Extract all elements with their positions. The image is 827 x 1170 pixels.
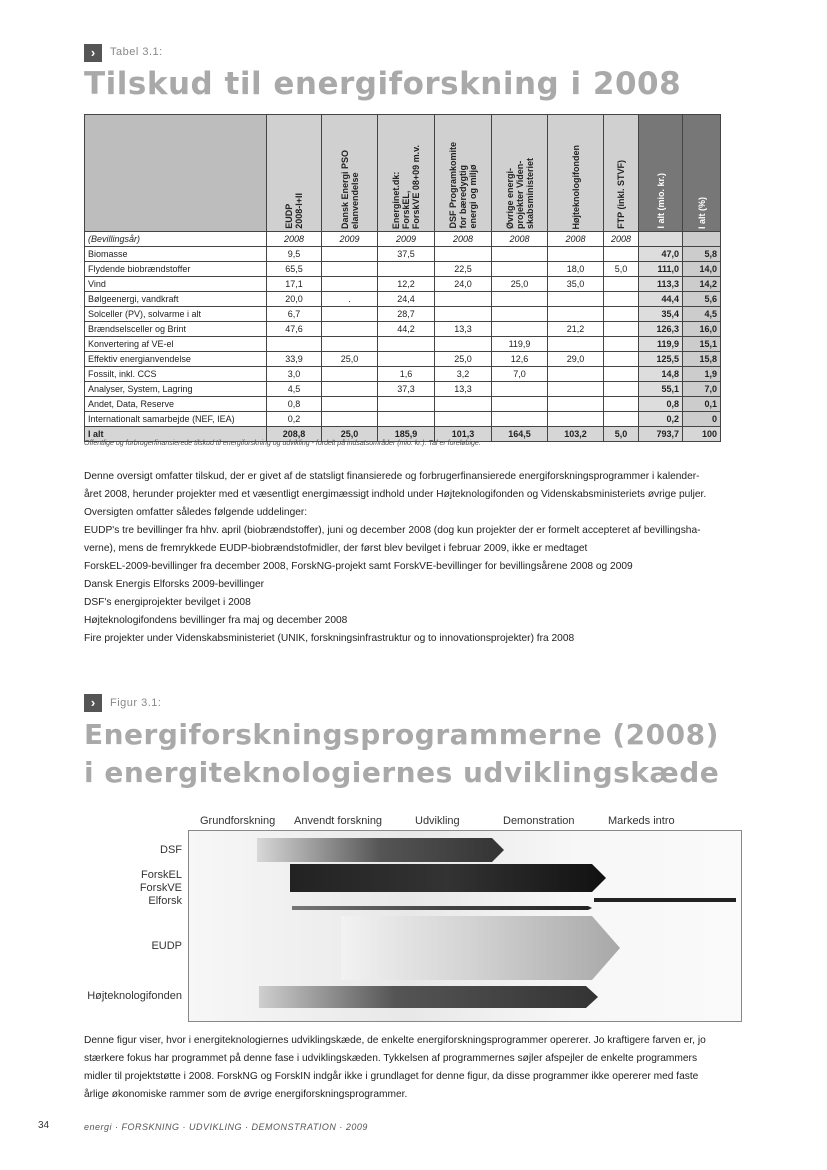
table-cell: 25,0 [435, 352, 492, 367]
arrow-dsf [257, 838, 504, 862]
table-cell: 100 [683, 427, 721, 442]
program-arrows [188, 830, 742, 1022]
paragraph-line: Denne figur viser, hvor i energiteknologiernes udviklingskæde, de enkelte energiforskningsprogrammer opererer. Jo kraftigere farven er, jo [84, 1035, 706, 1046]
column-header: Dansk Energi PSO elanvendelse [322, 115, 378, 232]
table-cell [492, 322, 548, 337]
table-cell: 25,0 [322, 427, 378, 442]
table-cell [322, 382, 378, 397]
phase-grundforskning: Grundforskning [200, 815, 276, 827]
table-cell: 29,0 [548, 352, 604, 367]
page-number: 34 [38, 1120, 50, 1131]
year-cell: 2009 [322, 232, 378, 247]
table-cell: 13,3 [435, 382, 492, 397]
table-cell [492, 247, 548, 262]
table-cell [548, 367, 604, 382]
table-cell [604, 382, 639, 397]
table-cell [435, 292, 492, 307]
row-label: Fossilt, inkl. CCS [85, 367, 267, 382]
table-row [85, 277, 721, 292]
table-cell: 111,0 [639, 262, 683, 277]
table-cell: 25,0 [322, 352, 378, 367]
table-cell [492, 292, 548, 307]
table-cell [322, 307, 378, 322]
paragraph-line: Fire projekter under Videnskabsministeriet (UNIK, forskningsinfrastruktur og to innovationsprojekter) fra 2008 [84, 633, 575, 644]
table-cell: 14,0 [683, 262, 721, 277]
table-cell: 25,0 [492, 277, 548, 292]
table-cell: . [322, 292, 378, 307]
table-cell: 119,9 [492, 337, 548, 352]
program-label-eudp: EUDP [151, 940, 182, 952]
table-cell [322, 277, 378, 292]
row-label: Solceller (PV), solvarme i alt [85, 307, 267, 322]
table-cell: 208,8 [267, 427, 322, 442]
table-cell: 5,6 [683, 292, 721, 307]
table-cell [322, 322, 378, 337]
column-header: Højteknologifonden [548, 115, 604, 232]
table-cell: 7,0 [492, 367, 548, 382]
figure-caption: Figur 3.1: [110, 697, 162, 709]
program-label-hojteknologifonden: Højteknologifonden [87, 990, 182, 1002]
bar-market-intro [594, 898, 736, 902]
paragraph-line: verne), mens de fremrykkede EUDP-biobrændstofmidler, der først blev bevilget i februar 2009, ikke er medtaget [84, 543, 588, 554]
table-cell [378, 412, 435, 427]
phase-udvikling: Udvikling [415, 815, 460, 827]
section-marker-icon: › [84, 694, 102, 712]
paragraph-line: stærkere fokus har programmet på denne fase i udviklingskæden. Tykkelsen af programmernes søjler afspejler de enkelte programmers [84, 1053, 698, 1064]
table-cell: 14,2 [683, 277, 721, 292]
figure-title-line2: i energiteknologiernes udviklingskæde [84, 756, 720, 789]
table-row [85, 382, 721, 397]
table-cell [378, 262, 435, 277]
table-cell: 44,2 [378, 322, 435, 337]
table-cell: 103,2 [548, 427, 604, 442]
table-cell [435, 307, 492, 322]
table-cell: 126,3 [639, 322, 683, 337]
year-cell [639, 232, 683, 247]
table-cell: 9,5 [267, 247, 322, 262]
program-label-forskve: ForskVE [139, 882, 182, 894]
table-cell [492, 412, 548, 427]
arrow-elforsk [292, 906, 592, 910]
table-row [85, 352, 721, 367]
program-label-forsk [90, 869, 182, 908]
table-cell [322, 262, 378, 277]
table-cell: 14,8 [639, 367, 683, 382]
year-cell: 2008 [267, 232, 322, 247]
table-cell [604, 352, 639, 367]
table-row [85, 322, 721, 337]
row-label: Effektiv energianvendelse [85, 352, 267, 367]
table-cell: 47,6 [267, 322, 322, 337]
column-header: Energinet.dk: ForskEL, ForskVE 08+09 m.v. [378, 115, 435, 232]
table-cell: 35,4 [639, 307, 683, 322]
table-cell [604, 307, 639, 322]
table-cell [604, 247, 639, 262]
table-cell [322, 397, 378, 412]
program-label-forskel: ForskEL [141, 869, 182, 881]
column-header: FTP (inkl. STVF) [604, 115, 639, 232]
table-cell: 101,3 [435, 427, 492, 442]
program-label-elforsk: Elforsk [148, 895, 182, 907]
table-cell: 0,2 [639, 412, 683, 427]
table-cell: 5,0 [604, 427, 639, 442]
table-cell: 0,8 [639, 397, 683, 412]
table-cell: 5,8 [683, 247, 721, 262]
paragraph-line: året 2008, herunder projekter med et væsentligt energimæssigt indhold under Højteknologifonden og Videnskabsministeriets øvrige puljer. [84, 489, 707, 500]
table-row [85, 262, 721, 277]
table-cell [604, 337, 639, 352]
row-label: Vind [85, 277, 267, 292]
column-header: I alt (mio. kr.) [639, 115, 683, 232]
table-row [85, 292, 721, 307]
paragraph-line: ForskEL-2009-bevillinger fra december 2008, ForskNG-projekt samt ForskVE-bevillinger for bevillingsårene 2008 og 2009 [84, 561, 633, 572]
years-label: (Bevillingsår) [85, 232, 267, 247]
table-cell: 1,6 [378, 367, 435, 382]
table-row [85, 397, 721, 412]
section-marker-icon: › [84, 44, 102, 62]
table-cell: 33,9 [267, 352, 322, 367]
row-label: I alt [85, 427, 267, 442]
table-cell: 21,2 [548, 322, 604, 337]
table-cell [322, 367, 378, 382]
table-cell: 17,1 [267, 277, 322, 292]
table-cell [435, 412, 492, 427]
footer-text: energi · FORSKNING · UDVIKLING · DEMONSTRATION · 2009 [84, 1122, 368, 1132]
table-cell: 4,5 [683, 307, 721, 322]
year-cell: 2008 [604, 232, 639, 247]
row-label: Bølgeenergi, vandkraft [85, 292, 267, 307]
paragraph-line: Dansk Energis Elforsks 2009-bevillinger [84, 579, 265, 590]
table-cell: 1,9 [683, 367, 721, 382]
year-cell: 2008 [492, 232, 548, 247]
table-cell [492, 307, 548, 322]
table-cell [604, 322, 639, 337]
arrow-eudp [341, 916, 620, 980]
table-header-row [85, 115, 721, 232]
table-description [84, 468, 764, 648]
table-cell: 0,8 [267, 397, 322, 412]
table-cell: 12,2 [378, 277, 435, 292]
table-row [85, 412, 721, 427]
table-cell: 164,5 [492, 427, 548, 442]
figure-title-line1: Energiforskningsprogrammerne (2008) [84, 718, 719, 751]
funding-table [84, 114, 721, 442]
table-cell: 5,0 [604, 262, 639, 277]
phase-demonstration: Demonstration [503, 815, 575, 827]
paragraph-line: EUDP's tre bevillinger fra hhv. april (biobrændstoffer), juni og december 2008 (dog kun projekter der er formelt accepteret af bevillingsha- [84, 525, 701, 536]
table-cell [322, 337, 378, 352]
row-label: Brændselsceller og Brint [85, 322, 267, 337]
table-cell: 20,0 [267, 292, 322, 307]
table-cell [604, 412, 639, 427]
table-cell: 24,0 [435, 277, 492, 292]
table-cell [548, 397, 604, 412]
table-cell: 55,1 [639, 382, 683, 397]
phase-anvendt-forskning: Anvendt forskning [294, 815, 383, 827]
table-cell: 0 [683, 412, 721, 427]
table-cell: 16,0 [683, 322, 721, 337]
table-cell: 113,3 [639, 277, 683, 292]
table-cell: 47,0 [639, 247, 683, 262]
table-cell [267, 337, 322, 352]
paragraph-line: Oversigten omfatter således følgende uddelinger: [84, 507, 308, 518]
table-cell [435, 337, 492, 352]
table-cell: 22,5 [435, 262, 492, 277]
table-row [85, 307, 721, 322]
column-header: I alt (%) [683, 115, 721, 232]
table-cell [378, 397, 435, 412]
table-title: Tilskud til energiforskning i 2008 [84, 66, 682, 102]
row-label: Analyser, System, Lagring [85, 382, 267, 397]
table-cell: 28,7 [378, 307, 435, 322]
figure-description [84, 1032, 764, 1104]
phase-markeds-intro: Markeds intro [608, 815, 675, 827]
table-cell: 185,9 [378, 427, 435, 442]
paragraph-line: Denne oversigt omfatter tilskud, der er givet af de statsligt finansierede og forbrugerfinansierede energiforskningsprogrammer i kalender- [84, 471, 700, 482]
table-cell [548, 292, 604, 307]
table-row [85, 337, 721, 352]
table-cell: 0,2 [267, 412, 322, 427]
header-corner [85, 115, 267, 232]
table-cell: 37,5 [378, 247, 435, 262]
table-cell: 44,4 [639, 292, 683, 307]
row-label: Konvertering af VE-el [85, 337, 267, 352]
table-row [85, 367, 721, 382]
table-cell: 13,3 [435, 322, 492, 337]
program-label-dsf: DSF [160, 844, 182, 856]
paragraph-line: Højteknologifondens bevillinger fra maj og december 2008 [84, 615, 348, 626]
table-cell: 4,5 [267, 382, 322, 397]
paragraph-line: årlige økonomiske rammer som de øvrige energiforskningsprogrammer. [84, 1089, 408, 1100]
table-cell: 15,8 [683, 352, 721, 367]
table-cell: 15,1 [683, 337, 721, 352]
table-cell [492, 382, 548, 397]
table-cell: 119,9 [639, 337, 683, 352]
table-cell: 0,1 [683, 397, 721, 412]
table-cell [604, 277, 639, 292]
years-row [85, 232, 721, 247]
table-cell: 793,7 [639, 427, 683, 442]
year-cell: 2009 [378, 232, 435, 247]
column-header: EUDP 2008-I+II [267, 115, 322, 232]
table-cell [435, 247, 492, 262]
table-cell [322, 412, 378, 427]
column-header: DSF Programkomite for bæredygtig energi og miljø [435, 115, 492, 232]
table-cell: 12,6 [492, 352, 548, 367]
year-cell [683, 232, 721, 247]
table-note: Offentlige og forbrugerfinansierede tilskud til energiforskning og udvikling - fordelt på indsatsområder (mio. kr.). Tal er foreløbige. [84, 440, 481, 447]
row-label: Internationalt samarbejde (NEF, IEA) [85, 412, 267, 427]
table-cell [548, 412, 604, 427]
table-cell [548, 337, 604, 352]
paragraph-line: midler til projektstøtte i 2008. ForskNG og ForskIN indgår ikke i grundlaget for denne figur, da disse programmer ikke opererer med faste [84, 1071, 699, 1082]
table-cell [548, 247, 604, 262]
table-cell: 6,7 [267, 307, 322, 322]
table-cell [322, 247, 378, 262]
column-header: Øvrige energi- projekter Viden- skabsministeriet [492, 115, 548, 232]
table-cell: 37,3 [378, 382, 435, 397]
table-cell [492, 397, 548, 412]
table-cell: 24,4 [378, 292, 435, 307]
table-row [85, 247, 721, 262]
table-cell: 35,0 [548, 277, 604, 292]
table-cell [604, 397, 639, 412]
table-cell [435, 397, 492, 412]
table-cell: 3,2 [435, 367, 492, 382]
table-cell: 125,5 [639, 352, 683, 367]
arrow-forskel-forskve [290, 864, 606, 892]
table-cell [378, 337, 435, 352]
table-cell: 3,0 [267, 367, 322, 382]
table-cell [378, 352, 435, 367]
table-cell: 65,5 [267, 262, 322, 277]
year-cell: 2008 [548, 232, 604, 247]
paragraph-line: DSF's energiprojekter bevilget i 2008 [84, 597, 251, 608]
table-cell [604, 367, 639, 382]
row-label: Flydende biobrændstoffer [85, 262, 267, 277]
table-cell [604, 292, 639, 307]
table-caption: Tabel 3.1: [110, 46, 163, 58]
table-cell [492, 262, 548, 277]
row-label: Andet, Data, Reserve [85, 397, 267, 412]
row-label: Biomasse [85, 247, 267, 262]
table-cell: 18,0 [548, 262, 604, 277]
arrow-hojteknologifonden [259, 986, 598, 1008]
year-cell: 2008 [435, 232, 492, 247]
table-cell [548, 382, 604, 397]
table-cell [548, 307, 604, 322]
figure-title [84, 716, 719, 792]
table-cell: 7,0 [683, 382, 721, 397]
